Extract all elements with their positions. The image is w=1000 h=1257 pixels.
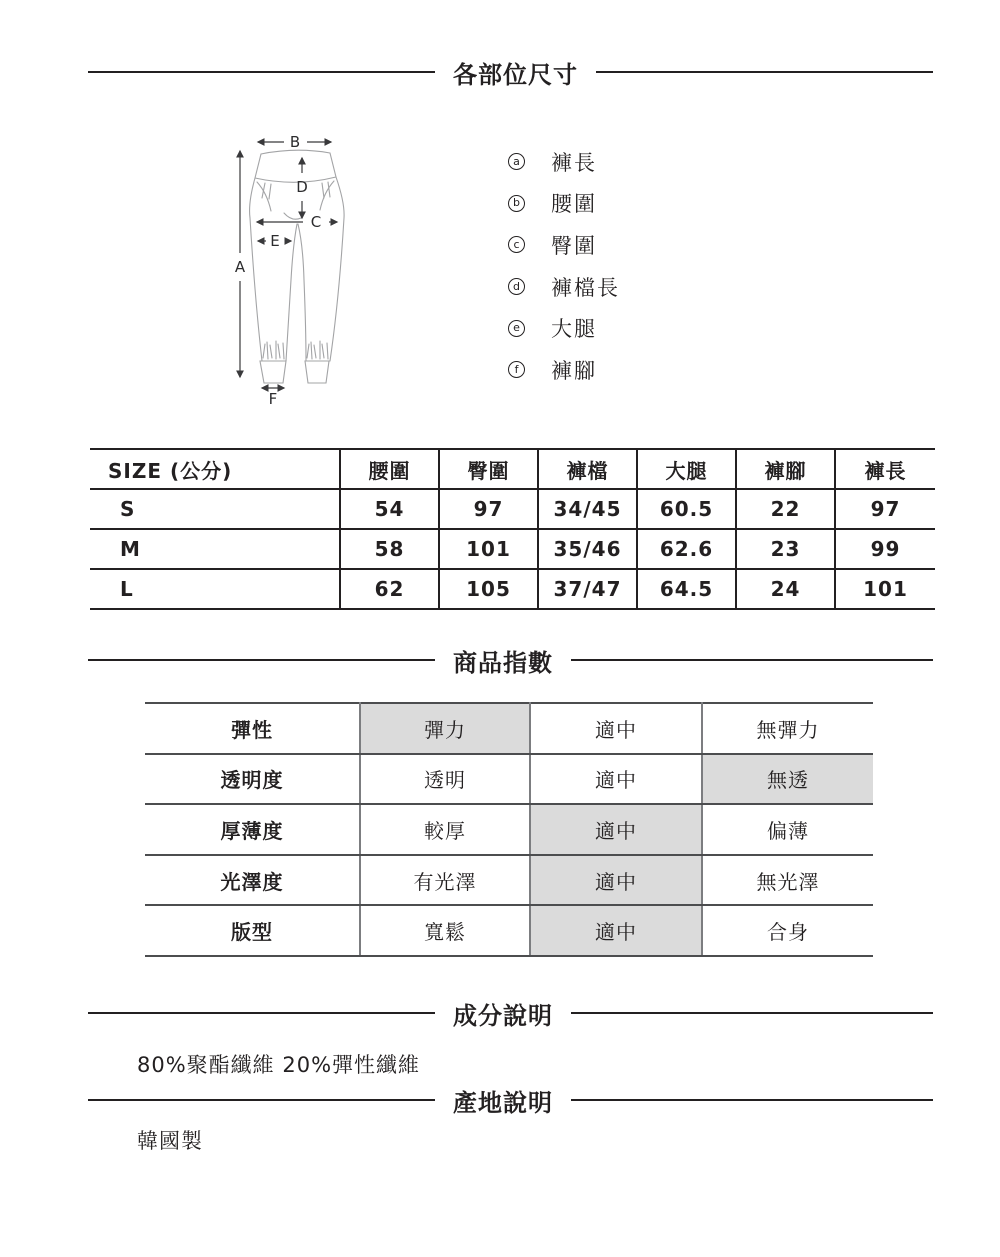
divider-line <box>88 659 435 661</box>
legend-item <box>508 183 620 225</box>
size-name-cell: M <box>90 529 340 569</box>
size-value-cell: 105 <box>439 569 538 609</box>
size-value-cell: 64.5 <box>637 569 736 609</box>
index-table-row <box>145 855 873 906</box>
index-table-row <box>145 703 873 754</box>
legend-label: 褲腳 <box>551 358 597 383</box>
section-header-origin <box>0 1085 1000 1115</box>
cuff-wrinkles-right <box>307 341 328 359</box>
size-col-header: SIZE (公分) <box>90 449 340 489</box>
measure-letter-e-thigh: E <box>270 232 280 250</box>
section-title-sizes: 各部位尺寸 <box>453 60 578 89</box>
size-table-row <box>90 569 935 609</box>
size-table-header-row <box>90 449 935 489</box>
legend-key-badge: e <box>508 320 525 337</box>
measure-letters <box>235 133 321 408</box>
measure-letter-d-rise: D <box>296 178 308 196</box>
legend-label: 腰圍 <box>551 192 597 217</box>
legend-key-badge: d <box>508 278 525 295</box>
index-option-cell: 偏薄 <box>702 804 873 855</box>
section-title-index: 商品指數 <box>453 648 553 677</box>
size-value-cell: 54 <box>340 489 439 529</box>
index-option-cell: 適中 <box>530 754 702 805</box>
size-value-cell: 35/46 <box>538 529 637 569</box>
legend-item <box>508 349 620 391</box>
divider-line <box>88 1012 435 1014</box>
size-value-cell: 34/45 <box>538 489 637 529</box>
measure-letter-c-hip: C <box>310 213 322 231</box>
size-value-cell: 62 <box>340 569 439 609</box>
legend-key-badge: a <box>508 153 525 170</box>
size-value-cell: 24 <box>736 569 835 609</box>
divider-line <box>596 71 933 73</box>
index-table-row <box>145 804 873 855</box>
index-option-cell: 適中 <box>530 905 702 956</box>
legend-label: 褲檔長 <box>551 275 620 300</box>
pants-diagram <box>218 128 360 413</box>
legend-key-badge: c <box>508 236 525 253</box>
index-option-cell: 較厚 <box>360 804 530 855</box>
legend-label: 臀圍 <box>551 233 597 258</box>
size-col-header: 大腿 <box>637 449 736 489</box>
section-header-composition <box>0 998 1000 1028</box>
index-option-cell: 適中 <box>530 804 702 855</box>
size-table-row <box>90 529 935 569</box>
index-option-cell: 適中 <box>530 855 702 906</box>
index-option-cell: 合身 <box>702 905 873 956</box>
legend-item <box>508 266 620 308</box>
index-attribute-label: 透明度 <box>145 754 360 805</box>
size-col-header: 褲檔 <box>538 449 637 489</box>
index-option-cell: 無光澤 <box>702 855 873 906</box>
size-value-cell: 22 <box>736 489 835 529</box>
size-value-cell: 58 <box>340 529 439 569</box>
divider-line <box>88 71 435 73</box>
size-col-header: 腰圍 <box>340 449 439 489</box>
size-value-cell: 101 <box>835 569 935 609</box>
index-option-cell: 有光澤 <box>360 855 530 906</box>
index-option-cell: 寬鬆 <box>360 905 530 956</box>
index-attribute-label: 厚薄度 <box>145 804 360 855</box>
size-value-cell: 60.5 <box>637 489 736 529</box>
section-header-sizes <box>0 57 1000 87</box>
divider-line <box>571 1012 933 1014</box>
legend-item <box>508 141 620 183</box>
size-value-cell: 97 <box>835 489 935 529</box>
index-option-cell: 適中 <box>530 703 702 754</box>
composition-text: 80%聚酯纖維 20%彈性纖維 <box>137 1053 421 1077</box>
section-title-origin: 產地說明 <box>453 1088 553 1117</box>
size-value-cell: 23 <box>736 529 835 569</box>
origin-text: 韓國製 <box>137 1129 203 1153</box>
size-col-header: 褲腳 <box>736 449 835 489</box>
size-col-header: 褲長 <box>835 449 935 489</box>
size-col-header: 臀圍 <box>439 449 538 489</box>
size-value-cell: 101 <box>439 529 538 569</box>
size-value-cell: 97 <box>439 489 538 529</box>
index-attribute-label: 彈性 <box>145 703 360 754</box>
legend-key-badge: f <box>508 361 525 378</box>
index-attribute-label: 光澤度 <box>145 855 360 906</box>
legend-item <box>508 307 620 349</box>
product-index-table <box>145 702 873 957</box>
index-table-row <box>145 905 873 956</box>
index-option-cell: 透明 <box>360 754 530 805</box>
legend-key-badge: b <box>508 195 525 212</box>
index-table-row <box>145 754 873 805</box>
size-value-cell: 37/47 <box>538 569 637 609</box>
legend-label: 大腿 <box>551 317 597 342</box>
divider-line <box>88 1099 435 1101</box>
measurement-legend <box>508 141 620 391</box>
divider-line <box>571 1099 933 1101</box>
index-option-cell: 無透 <box>702 754 873 805</box>
size-table <box>90 448 935 610</box>
legend-label: 褲長 <box>551 150 597 175</box>
measure-letter-f-hem: F <box>268 390 278 408</box>
size-value-cell: 62.6 <box>637 529 736 569</box>
index-option-cell: 無彈力 <box>702 703 873 754</box>
size-table-row <box>90 489 935 529</box>
divider-line <box>571 659 933 661</box>
cuff-wrinkles-left <box>263 341 284 359</box>
index-attribute-label: 版型 <box>145 905 360 956</box>
measure-letter-b-waist: B <box>289 133 301 151</box>
index-option-cell: 彈力 <box>360 703 530 754</box>
size-value-cell: 99 <box>835 529 935 569</box>
size-name-cell: L <box>90 569 340 609</box>
section-header-index <box>0 645 1000 675</box>
section-title-composition: 成分說明 <box>453 1001 553 1030</box>
size-name-cell: S <box>90 489 340 529</box>
measure-letter-a-length: A <box>234 258 246 276</box>
legend-item <box>508 224 620 266</box>
